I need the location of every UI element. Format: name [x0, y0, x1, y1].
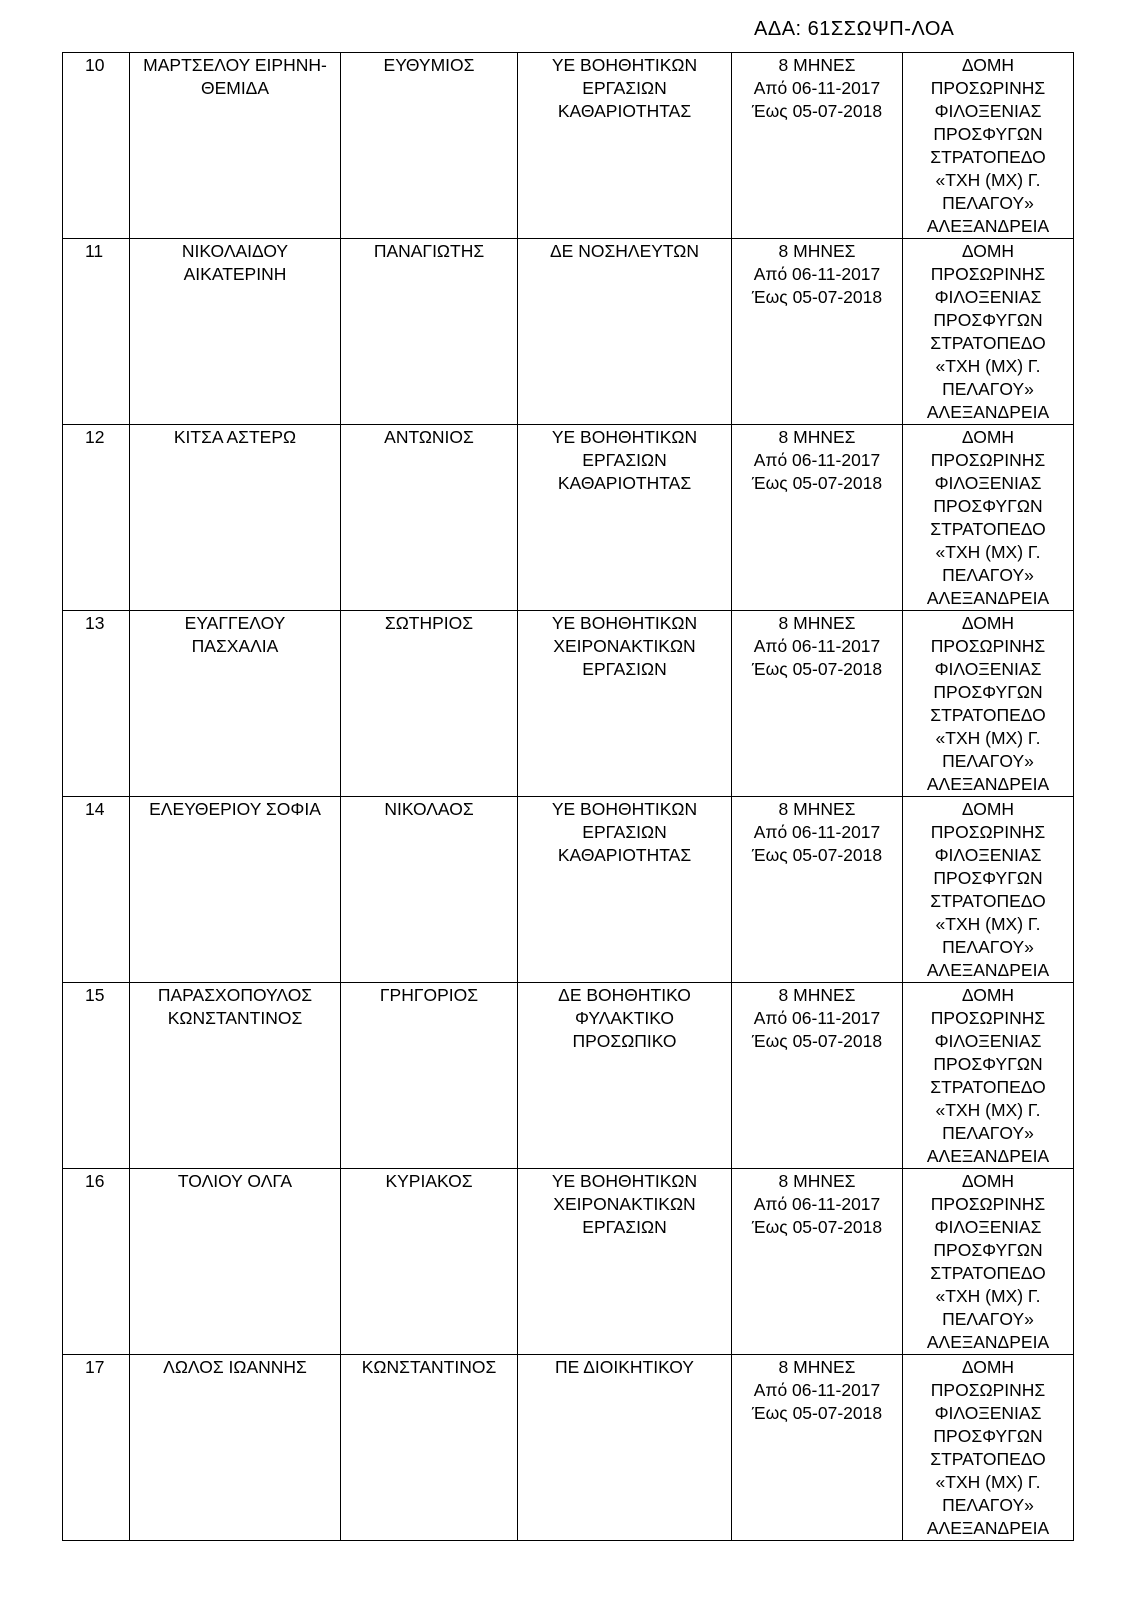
table-row — [63, 53, 1074, 239]
father-name-cell: ΓΡΗΓΟΡΙΟΣ — [341, 983, 518, 1169]
table-row — [63, 611, 1074, 797]
location-cell: ΔΟΜΗ ΠΡΟΣΩΡΙΝΗΣ ΦΙΛΟΞΕΝΙΑΣ ΠΡΟΣΦΥΓΩΝ ΣΤΡΑΤΟΠΕΔΟ «ΤΧΗ (ΜΧ) Γ. ΠΕΛΑΓΟΥ» ΑΛΕΞΑΝΔΡΕΙΑ — [903, 611, 1074, 797]
father-name-cell: ΑΝΤΩΝΙΟΣ — [341, 425, 518, 611]
specialty-cell: ΥΕ ΒΟΗΘΗΤΙΚΩΝ ΕΡΓΑΣΙΩΝ ΚΑΘΑΡΙΟΤΗΤΑΣ — [518, 425, 732, 611]
personnel-table — [62, 52, 1074, 1541]
specialty-cell: ΥΕ ΒΟΗΘΗΤΙΚΩΝ ΕΡΓΑΣΙΩΝ ΚΑΘΑΡΙΟΤΗΤΑΣ — [518, 53, 732, 239]
table-row — [63, 425, 1074, 611]
full-name-cell: ΚΙΤΣΑ ΑΣΤΕΡΩ — [130, 425, 341, 611]
row-number-cell: 14 — [63, 797, 130, 983]
contract-duration-cell: 8 ΜΗΝΕΣ Από 06-11-2017 Έως 05-07-2018 — [732, 239, 903, 425]
document-ada-code: ΑΔΑ: 61ΣΣΩΨΠ-ΛΟΑ — [754, 18, 955, 40]
table-row — [63, 797, 1074, 983]
row-number-cell: 15 — [63, 983, 130, 1169]
contract-duration-cell: 8 ΜΗΝΕΣ Από 06-11-2017 Έως 05-07-2018 — [732, 983, 903, 1169]
location-cell: ΔΟΜΗ ΠΡΟΣΩΡΙΝΗΣ ΦΙΛΟΞΕΝΙΑΣ ΠΡΟΣΦΥΓΩΝ ΣΤΡΑΤΟΠΕΔΟ «ΤΧΗ (ΜΧ) Γ. ΠΕΛΑΓΟΥ» ΑΛΕΞΑΝΔΡΕΙΑ — [903, 53, 1074, 239]
table-row — [63, 239, 1074, 425]
location-cell: ΔΟΜΗ ΠΡΟΣΩΡΙΝΗΣ ΦΙΛΟΞΕΝΙΑΣ ΠΡΟΣΦΥΓΩΝ ΣΤΡΑΤΟΠΕΔΟ «ΤΧΗ (ΜΧ) Γ. ΠΕΛΑΓΟΥ» ΑΛΕΞΑΝΔΡΕΙΑ — [903, 797, 1074, 983]
full-name-cell: ΕΥΑΓΓΕΛΟΥ ΠΑΣΧΑΛΙΑ — [130, 611, 341, 797]
full-name-cell: ΕΛΕΥΘΕΡΙΟΥ ΣΟΦΙΑ — [130, 797, 341, 983]
table-row — [63, 1169, 1074, 1355]
full-name-cell: ΠΑΡΑΣΧΟΠΟΥΛΟΣ ΚΩΝΣΤΑΝΤΙΝΟΣ — [130, 983, 341, 1169]
specialty-cell: ΔΕ ΝΟΣΗΛΕΥΤΩΝ — [518, 239, 732, 425]
full-name-cell: ΝΙΚΟΛΑΙΔΟΥ ΑΙΚΑΤΕΡΙΝΗ — [130, 239, 341, 425]
specialty-cell: ΥΕ ΒΟΗΘΗΤΙΚΩΝ ΧΕΙΡΟΝΑΚΤΙΚΩΝ ΕΡΓΑΣΙΩΝ — [518, 611, 732, 797]
specialty-cell: ΠΕ ΔΙΟΙΚΗΤΙΚΟΥ — [518, 1355, 732, 1541]
father-name-cell: ΚΩΝΣΤΑΝΤΙΝΟΣ — [341, 1355, 518, 1541]
row-number-cell: 11 — [63, 239, 130, 425]
location-cell: ΔΟΜΗ ΠΡΟΣΩΡΙΝΗΣ ΦΙΛΟΞΕΝΙΑΣ ΠΡΟΣΦΥΓΩΝ ΣΤΡΑΤΟΠΕΔΟ «ΤΧΗ (ΜΧ) Γ. ΠΕΛΑΓΟΥ» ΑΛΕΞΑΝΔΡΕΙΑ — [903, 1169, 1074, 1355]
row-number-cell: 13 — [63, 611, 130, 797]
row-number-cell: 17 — [63, 1355, 130, 1541]
contract-duration-cell: 8 ΜΗΝΕΣ Από 06-11-2017 Έως 05-07-2018 — [732, 1169, 903, 1355]
contract-duration-cell: 8 ΜΗΝΕΣ Από 06-11-2017 Έως 05-07-2018 — [732, 53, 903, 239]
father-name-cell: ΚΥΡΙΑΚΟΣ — [341, 1169, 518, 1355]
row-number-cell: 12 — [63, 425, 130, 611]
table-row — [63, 1355, 1074, 1541]
contract-duration-cell: 8 ΜΗΝΕΣ Από 06-11-2017 Έως 05-07-2018 — [732, 797, 903, 983]
location-cell: ΔΟΜΗ ΠΡΟΣΩΡΙΝΗΣ ΦΙΛΟΞΕΝΙΑΣ ΠΡΟΣΦΥΓΩΝ ΣΤΡΑΤΟΠΕΔΟ «ΤΧΗ (ΜΧ) Γ. ΠΕΛΑΓΟΥ» ΑΛΕΞΑΝΔΡΕΙΑ — [903, 983, 1074, 1169]
specialty-cell: ΔΕ ΒΟΗΘΗΤΙΚΟ ΦΥΛΑΚΤΙΚΟ ΠΡΟΣΩΠΙΚΟ — [518, 983, 732, 1169]
contract-duration-cell: 8 ΜΗΝΕΣ Από 06-11-2017 Έως 05-07-2018 — [732, 611, 903, 797]
specialty-cell: ΥΕ ΒΟΗΘΗΤΙΚΩΝ ΕΡΓΑΣΙΩΝ ΚΑΘΑΡΙΟΤΗΤΑΣ — [518, 797, 732, 983]
full-name-cell: ΤΟΛΙΟΥ ΟΛΓΑ — [130, 1169, 341, 1355]
father-name-cell: ΠΑΝΑΓΙΩΤΗΣ — [341, 239, 518, 425]
row-number-cell: 16 — [63, 1169, 130, 1355]
father-name-cell: ΣΩΤΗΡΙΟΣ — [341, 611, 518, 797]
location-cell: ΔΟΜΗ ΠΡΟΣΩΡΙΝΗΣ ΦΙΛΟΞΕΝΙΑΣ ΠΡΟΣΦΥΓΩΝ ΣΤΡΑΤΟΠΕΔΟ «ΤΧΗ (ΜΧ) Γ. ΠΕΛΑΓΟΥ» ΑΛΕΞΑΝΔΡΕΙΑ — [903, 239, 1074, 425]
full-name-cell: ΜΑΡΤΣΕΛΟΥ ΕΙΡΗΝΗ- ΘΕΜΙΔΑ — [130, 53, 341, 239]
table-row — [63, 983, 1074, 1169]
father-name-cell: ΝΙΚΟΛΑΟΣ — [341, 797, 518, 983]
location-cell: ΔΟΜΗ ΠΡΟΣΩΡΙΝΗΣ ΦΙΛΟΞΕΝΙΑΣ ΠΡΟΣΦΥΓΩΝ ΣΤΡΑΤΟΠΕΔΟ «ΤΧΗ (ΜΧ) Γ. ΠΕΛΑΓΟΥ» ΑΛΕΞΑΝΔΡΕΙΑ — [903, 1355, 1074, 1541]
contract-duration-cell: 8 ΜΗΝΕΣ Από 06-11-2017 Έως 05-07-2018 — [732, 1355, 903, 1541]
location-cell: ΔΟΜΗ ΠΡΟΣΩΡΙΝΗΣ ΦΙΛΟΞΕΝΙΑΣ ΠΡΟΣΦΥΓΩΝ ΣΤΡΑΤΟΠΕΔΟ «ΤΧΗ (ΜΧ) Γ. ΠΕΛΑΓΟΥ» ΑΛΕΞΑΝΔΡΕΙΑ — [903, 425, 1074, 611]
row-number-cell: 10 — [63, 53, 130, 239]
specialty-cell: ΥΕ ΒΟΗΘΗΤΙΚΩΝ ΧΕΙΡΟΝΑΚΤΙΚΩΝ ΕΡΓΑΣΙΩΝ — [518, 1169, 732, 1355]
father-name-cell: ΕΥΘΥΜΙΟΣ — [341, 53, 518, 239]
full-name-cell: ΛΩΛΟΣ ΙΩΑΝΝΗΣ — [130, 1355, 341, 1541]
contract-duration-cell: 8 ΜΗΝΕΣ Από 06-11-2017 Έως 05-07-2018 — [732, 425, 903, 611]
